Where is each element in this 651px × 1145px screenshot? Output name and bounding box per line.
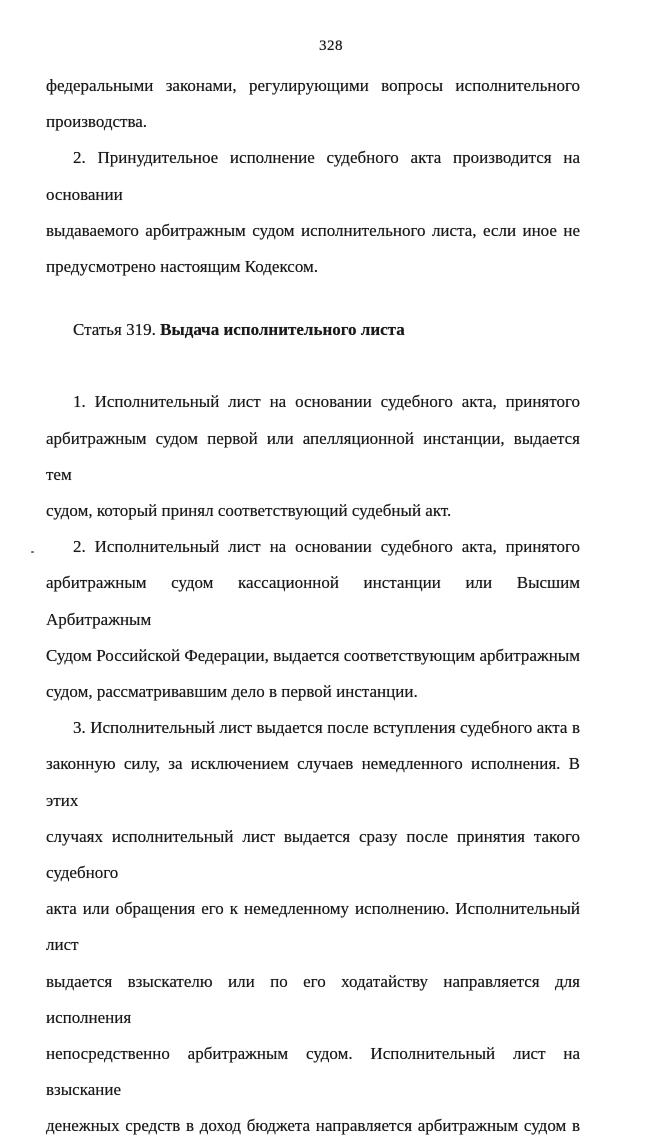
text-line: денежных средств в доход бюджета направляется арбитражным судом в [46,1116,580,1136]
text-line: арбитражным судом кассационной инстанции или Высшим Арбитражным [46,573,580,629]
article-319-para-3 [46,710,580,1144]
para-1-continuation [46,68,580,140]
text-line: производства. [46,112,148,132]
text-line: непосредственно арбитражным судом. Исполнительный лист на взыскание [46,1044,580,1100]
document-text [46,68,580,1145]
article-319-para-1 [46,384,580,529]
text-line: 2. Принудительное исполнение судебного акта производится на основании [46,148,580,204]
text-line: арбитражным судом первой или апелляционной инстанции, выдается тем [46,428,580,484]
para-2 [46,140,580,285]
text-line: 1. Исполнительный лист на основании судебного акта, принятого [73,392,580,412]
article-319-para-2 [46,529,580,710]
text-line: выдаваемого арбитражным судом исполнительного листа, если иное не [46,220,580,240]
page-number: 328 [319,38,343,54]
text-line: случаях исполнительный лист выдается сразу после принятия такого судебного [46,826,580,883]
text-line: предусмотрено настоящим Кодексом. [46,257,319,277]
text-line: акта или обращения его к немедленному исполнению. Исполнительный лист [46,899,580,955]
text-line: Судом Российской Федерации, выдается соответствующим арбитражным [46,645,580,665]
article-319-heading [46,312,580,348]
text-line: 2. Исполнительный лист на основании судебного акта, принятого [73,537,580,557]
text-line: федеральными законами, регулирующими вопросы исполнительного [46,76,580,95]
text-line: 3. Исполнительный лист выдается после вступления судебного акта в [73,718,580,738]
text-line: выдается взыскателю или по его ходатайству направляется для исполнения [46,971,580,1027]
heading-title: Выдача исполнительного листа [160,320,405,340]
text-line: судом, рассматривавшим дело в первой инстанции. [46,682,418,702]
text-line: судом, который принял соответствующий судебный акт. [46,501,452,521]
scan-artifact-dot [31,551,34,553]
text-line: законную силу, за исключением случаев немедленного исполнения. В этих [46,754,580,810]
heading-article-number: Статья 319. [73,320,161,340]
